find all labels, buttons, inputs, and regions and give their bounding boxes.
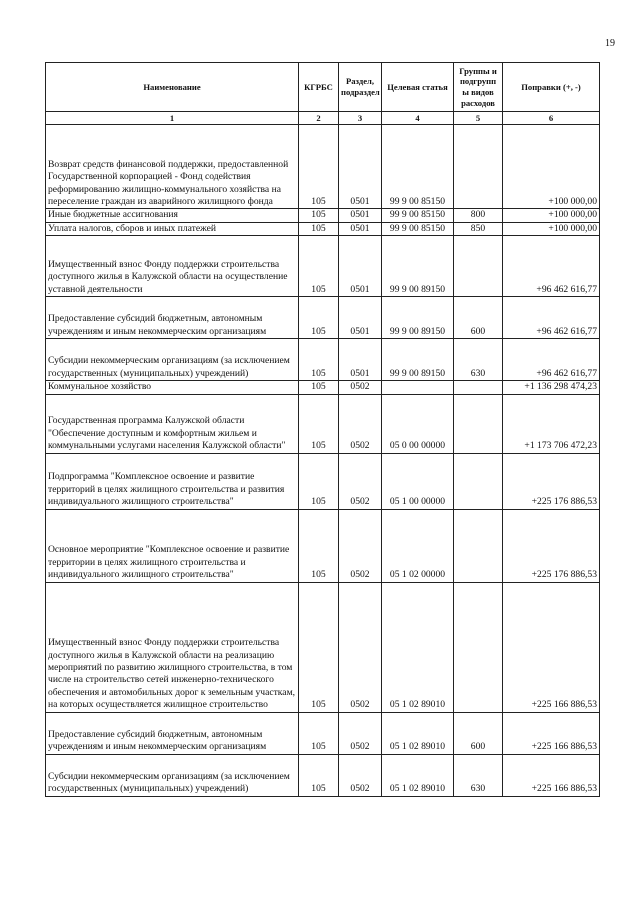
- row-target: 05 0 00 00000: [382, 394, 454, 453]
- row-target: 99 9 00 85150: [382, 209, 454, 222]
- row-group: [454, 453, 503, 509]
- row-amount: +225 176 886,53: [503, 509, 600, 582]
- row-section: 0502: [339, 509, 382, 582]
- row-group: [454, 509, 503, 582]
- row-section: 0502: [339, 394, 382, 453]
- row-group: [454, 394, 503, 453]
- row-section: 0501: [339, 297, 382, 339]
- table-row: [46, 394, 600, 453]
- row-group: 850: [454, 222, 503, 235]
- table-row: [46, 222, 600, 235]
- row-kgrbs: 105: [299, 509, 339, 582]
- row-section: 0502: [339, 453, 382, 509]
- row-group: [454, 125, 503, 209]
- row-name: Субсидии некоммерческим организациям (за исключением государственных (муниципальных) учреждений): [46, 339, 299, 381]
- table-row: [46, 509, 600, 582]
- row-kgrbs: 105: [299, 381, 339, 394]
- row-group: 630: [454, 339, 503, 381]
- row-amount: +100 000,00: [503, 222, 600, 235]
- row-group: 630: [454, 754, 503, 796]
- row-amount: +225 166 886,53: [503, 754, 600, 796]
- row-kgrbs: 105: [299, 236, 339, 297]
- row-name: Имущественный взнос Фонду поддержки строительства доступного жилья в Калужской области на реализацию мероприятий по развитию жилищного строительства, в том числе на строительство сетей инженерно-технического обеспечения и автомобильных дорог к земельным участкам, на которых осуществляется жилищное строительство: [46, 582, 299, 712]
- row-name: Предоставление субсидий бюджетным, автономным учреждениям и иным некоммерческим организациям: [46, 712, 299, 754]
- row-kgrbs: 105: [299, 754, 339, 796]
- row-target: 05 1 02 00000: [382, 509, 454, 582]
- row-section: 0502: [339, 582, 382, 712]
- row-name: Уплата налогов, сборов и иных платежей: [46, 222, 299, 235]
- table-row: [46, 381, 600, 394]
- row-name: Подпрограмма "Комплексное освоение и развитие территорий в целях жилищного строительства и развития индивидуального жилищного строительства": [46, 453, 299, 509]
- row-amount: +1 173 706 472,23: [503, 394, 600, 453]
- row-group: [454, 582, 503, 712]
- row-kgrbs: 105: [299, 125, 339, 209]
- row-target: [382, 381, 454, 394]
- row-target: 99 9 00 89150: [382, 297, 454, 339]
- table-row: [46, 339, 600, 381]
- header-amendments: Поправки (+, -): [503, 63, 600, 112]
- col-number: 5: [454, 112, 503, 125]
- row-group: 600: [454, 712, 503, 754]
- row-name: Субсидии некоммерческим организациям (за исключением государственных (муниципальных) учреждений): [46, 754, 299, 796]
- row-amount: +225 166 886,53: [503, 582, 600, 712]
- header-section: Раздел, подраздел: [339, 63, 382, 112]
- row-group: 800: [454, 209, 503, 222]
- col-number: 4: [382, 112, 454, 125]
- table-row: [46, 125, 600, 209]
- table-row: [46, 209, 600, 222]
- row-target: 05 1 02 89010: [382, 582, 454, 712]
- row-group: 600: [454, 297, 503, 339]
- row-amount: +225 176 886,53: [503, 453, 600, 509]
- header-name: Наименование: [46, 63, 299, 112]
- row-section: 0501: [339, 125, 382, 209]
- row-target: 99 9 00 85150: [382, 125, 454, 209]
- row-kgrbs: 105: [299, 222, 339, 235]
- row-kgrbs: 105: [299, 209, 339, 222]
- row-section: 0501: [339, 209, 382, 222]
- col-number: 1: [46, 112, 299, 125]
- row-name: Возврат средств финансовой поддержки, предоставленной Государственной корпорацией - Фонд содействия реформированию жилищно-коммунального хозяйства на переселение граждан из аварийного жилищного фонда: [46, 125, 299, 209]
- header-row: [46, 63, 600, 112]
- row-section: 0501: [339, 236, 382, 297]
- row-amount: +225 166 886,53: [503, 712, 600, 754]
- row-amount: +96 462 616,77: [503, 236, 600, 297]
- header-groups: Группы и подгрупп ы видов расходов: [454, 63, 503, 112]
- table-row: [46, 236, 600, 297]
- row-target: 05 1 02 89010: [382, 754, 454, 796]
- row-section: 0502: [339, 712, 382, 754]
- column-number-row: [46, 112, 600, 125]
- row-target: 05 1 00 00000: [382, 453, 454, 509]
- row-name: Основное мероприятие "Комплексное освоение и развитие территории в целях жилищного строительства и индивидуального жилищного строительства": [46, 509, 299, 582]
- header-kgrbs: КГРБС: [299, 63, 339, 112]
- row-amount: +100 000,00: [503, 209, 600, 222]
- row-section: 0502: [339, 754, 382, 796]
- row-name: Предоставление субсидий бюджетным, автономным учреждениям и иным некоммерческим организациям: [46, 297, 299, 339]
- row-name: Коммунальное хозяйство: [46, 381, 299, 394]
- row-section: 0502: [339, 381, 382, 394]
- row-kgrbs: 105: [299, 582, 339, 712]
- row-name: Государственная программа Калужской области "Обеспечение доступным и комфортным жильем и коммунальными услугами населения Калужской области": [46, 394, 299, 453]
- row-target: 99 9 00 89150: [382, 236, 454, 297]
- row-kgrbs: 105: [299, 297, 339, 339]
- table-row: [46, 453, 600, 509]
- row-amount: +96 462 616,77: [503, 339, 600, 381]
- col-number: 3: [339, 112, 382, 125]
- table-row: [46, 754, 600, 796]
- row-kgrbs: 105: [299, 712, 339, 754]
- row-target: 05 1 02 89010: [382, 712, 454, 754]
- row-amount: +100 000,00: [503, 125, 600, 209]
- table-row: [46, 582, 600, 712]
- budget-table: [45, 62, 600, 797]
- col-number: 2: [299, 112, 339, 125]
- page-number: 19: [605, 38, 615, 49]
- row-amount: +1 136 298 474,23: [503, 381, 600, 394]
- row-section: 0501: [339, 339, 382, 381]
- row-target: 99 9 00 85150: [382, 222, 454, 235]
- header-target: Целевая статья: [382, 63, 454, 112]
- row-section: 0501: [339, 222, 382, 235]
- table-row: [46, 712, 600, 754]
- row-kgrbs: 105: [299, 394, 339, 453]
- row-name: Имущественный взнос Фонду поддержки строительства доступного жилья в Калужской области на осуществление уставной деятельности: [46, 236, 299, 297]
- row-kgrbs: 105: [299, 339, 339, 381]
- row-name: Иные бюджетные ассигнования: [46, 209, 299, 222]
- row-group: [454, 381, 503, 394]
- row-group: [454, 236, 503, 297]
- row-amount: +96 462 616,77: [503, 297, 600, 339]
- row-target: 99 9 00 89150: [382, 339, 454, 381]
- col-number: 6: [503, 112, 600, 125]
- row-kgrbs: 105: [299, 453, 339, 509]
- table-row: [46, 297, 600, 339]
